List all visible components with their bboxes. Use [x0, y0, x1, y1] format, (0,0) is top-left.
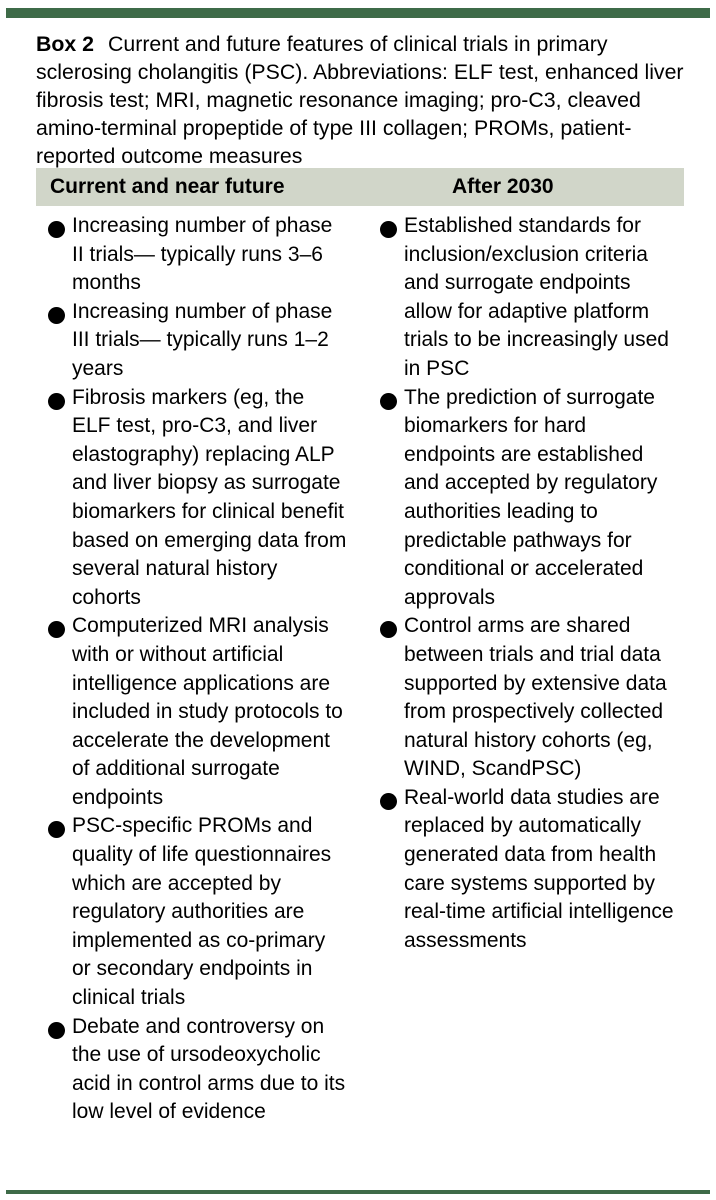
box-caption: [36, 30, 696, 170]
top-rule: [6, 8, 710, 18]
list-item-text: Computerized MRI analysis with or without artificial intelligence applications are included in study protocols to accelerate the development of additional surrogate endpoints: [72, 614, 343, 809]
bottom-rule: [6, 1190, 710, 1194]
right-column: [380, 212, 680, 955]
bullet-icon: [48, 821, 65, 838]
list-item: [48, 298, 348, 384]
column-header-row: [36, 168, 684, 206]
list-item-text: Debate and controversy on the use of ursodeoxycholic acid in control arms due to its low level of evidence: [72, 1014, 346, 1124]
bullet-icon: [48, 307, 65, 324]
list-item-text: Established standards for inclusion/exclusion criteria and surrogate endpoints allow for adaptive platform trials to be increasingly used in PSC: [404, 214, 669, 380]
bullet-icon: [48, 1022, 65, 1039]
caption-text: Current and future features of clinical trials in primary sclerosing cholangitis (PSC). Abbreviations: ELF test, enhanced liver fibrosis test; MRI, magnetic resonance imaging; pro-C3, cleaved amino-terminal propeptide of type III collagen; PROMs, patient-reported outcome measures: [36, 32, 684, 168]
list-item: [48, 212, 348, 298]
list-item: [380, 212, 680, 384]
list-item-text: Real-world data studies are replaced by automatically generated data from health care systems supported by real-time artificial intelligence assessments: [404, 785, 674, 952]
list-item-text: Control arms are shared between trials and trial data supported by extensive data from prospectively collected natural history cohorts (eg, WIND, ScandPSC): [404, 614, 667, 781]
list-item: [48, 812, 348, 1012]
bullet-icon: [380, 621, 397, 638]
right-column-header: After 2030: [452, 175, 554, 198]
list-item: [48, 612, 348, 812]
list-item-text: Increasing number of phase II trials— typically runs 3–6 months: [72, 214, 333, 295]
list-item-text: Increasing number of phase III trials— typically runs 1–2 years: [72, 299, 333, 380]
list-item: [48, 1013, 348, 1127]
left-column-header: Current and near future: [50, 175, 285, 198]
list-item: [380, 784, 680, 956]
left-column: [48, 212, 348, 1127]
list-item: [380, 612, 680, 784]
bullet-icon: [48, 221, 65, 238]
list-item: [380, 384, 680, 613]
list-item-text: PSC-specific PROMs and quality of life questionnaires which are accepted by regulatory authorities are implemented as co-primary or secondary endpoints in clinical trials: [72, 814, 332, 1010]
list-item-text: Fibrosis markers (eg, the ELF test, pro-C3, and liver elastography) replacing ALP and liver biopsy as surrogate biomarkers for clinical benefit based on emerging data from several natural history cohorts: [72, 385, 347, 609]
bullet-icon: [48, 393, 65, 410]
bullet-icon: [380, 393, 397, 410]
bullet-icon: [380, 221, 397, 238]
list-item: [48, 384, 348, 613]
list-item-text: The prediction of surrogate biomarkers for hard endpoints are established and accepted by regulatory authorities leading to predictable pathways for conditional or accelerated approvals: [404, 385, 658, 609]
box-label: Box 2: [36, 32, 94, 56]
bullet-icon: [380, 793, 397, 810]
bullet-icon: [48, 621, 65, 638]
